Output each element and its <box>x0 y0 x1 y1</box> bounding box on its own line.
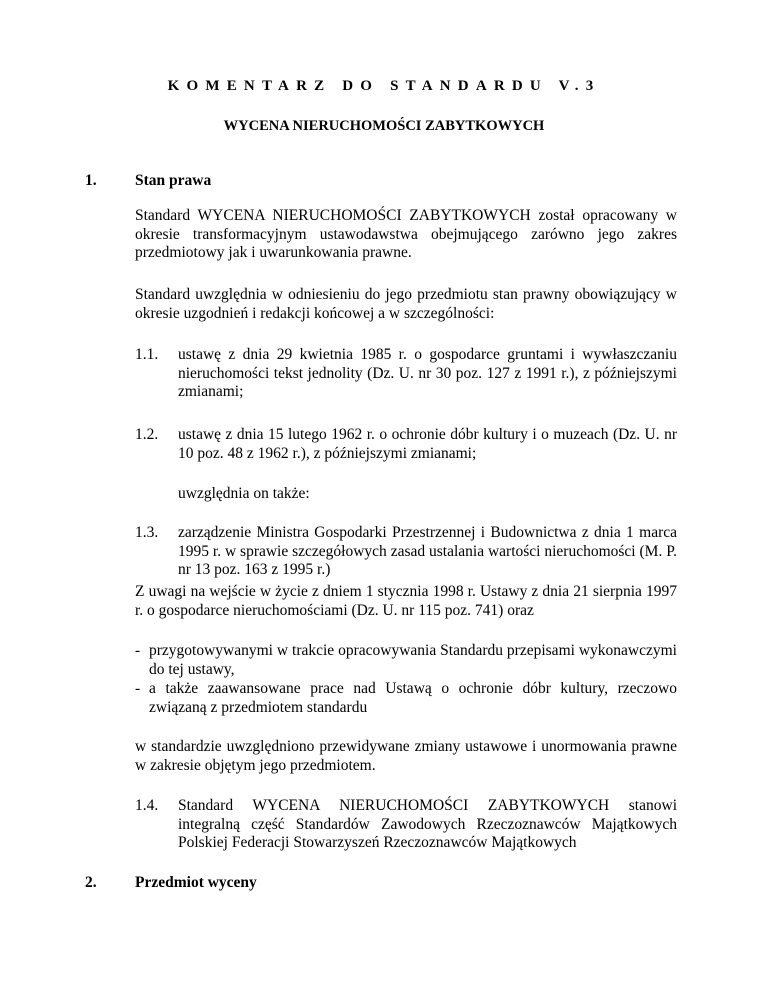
item-1-3-text: zarządzenie Ministra Gospodarki Przestrzennej i Budownictwa z dnia 1 marca 1995 r. w sprawie szczegółowych zasad ustalania wartości nieruchomości (M. P. nr 13 poz. 163 z 1995 r.) <box>178 524 677 578</box>
section-2-heading: Przedmiot wyceny <box>135 874 257 891</box>
section-2-number: 2. <box>85 874 97 891</box>
document-subtitle: WYCENA NIERUCHOMOŚCI ZABYTKOWYCH <box>223 118 545 134</box>
item-1-1-text: ustawę z dnia 29 kwietnia 1985 r. o gospodarce gruntami i wywłaszczaniu nieruchomości tekst jednolity (Dz. U. nr 30 poz. 127 z 1991 r.), z późniejszymi zmianami; <box>178 346 677 400</box>
dash-list-item: - przygotowywanymi w trakcie opracowywania Standardu przepisami wykonawczymi do tej ustawy, <box>135 642 677 678</box>
dash-list-item-text: a także zaawansowane prace nad Ustawą o ochronie dóbr kultury, rzeczowo związaną z przedmiotem standardu <box>149 680 677 716</box>
item-1-1-number: 1.1. <box>135 346 159 363</box>
item-1-2-text: ustawę z dnia 15 lutego 1962 r. o ochronie dóbr kultury i o muzeach (Dz. U. nr 10 poz. 48 z 1962 r.), z późniejszymi zmianami; <box>178 426 677 462</box>
dash-list-item: - a także zaawansowane prace nad Ustawą o ochronie dóbr kultury, rzeczowo związaną z przedmiotem standardu <box>135 680 677 716</box>
item-1-2-number: 1.2. <box>135 426 159 443</box>
document-title: KOMENTARZ DO STANDARDU V.3 <box>167 78 601 94</box>
section-1-scope-paragraph: Standard uwzględnia w odniesieniu do jego przedmiotu stan prawny obowiązujący w okresie uzgodnień i redakcji końcowej a w szczególności: <box>135 286 677 322</box>
item-1-3-number: 1.3. <box>135 524 159 541</box>
legal-change-paragraph: Z uwagi na wejście w życie z dniem 1 stycznia 1998 r. Ustawy z dnia 21 sierpnia 1997 r. o gospodarce nieruchomościami (Dz. U. nr 115 poz. 741) oraz <box>135 583 677 619</box>
item-1-4-number: 1.4. <box>135 797 159 814</box>
dash-list-item-text: przygotowywanymi w trakcie opracowywania Standardu przepisami wykonawczymi do tej ustawy, <box>149 642 677 678</box>
also-considers-label: uwzględnia on także: <box>178 485 310 502</box>
item-1-4-text: Standard WYCENA NIERUCHOMOŚCI ZABYTKOWYCH stanowi integralną część Standardów Zawodowych Rzeczoznawców Majątkowych Polskiej Federacji Stowarzyszeń Rzeczoznawców Majątkowych <box>178 797 677 851</box>
section-1-intro-paragraph: Standard WYCENA NIERUCHOMOŚCI ZABYTKOWYCH został opracowany w okresie transformacyjnym ustawodawstwa obejmującego zarówno jego zakres przedmiotowy jak i uwarunkowania prawne. <box>135 207 677 261</box>
section-1-number: 1. <box>85 172 97 189</box>
closing-paragraph: w standardzie uwzględniono przewidywane zmiany ustawowe i unormowania prawne w zakresie objętym jego przedmiotem. <box>135 738 677 774</box>
section-1-heading: Stan prawa <box>135 172 212 189</box>
